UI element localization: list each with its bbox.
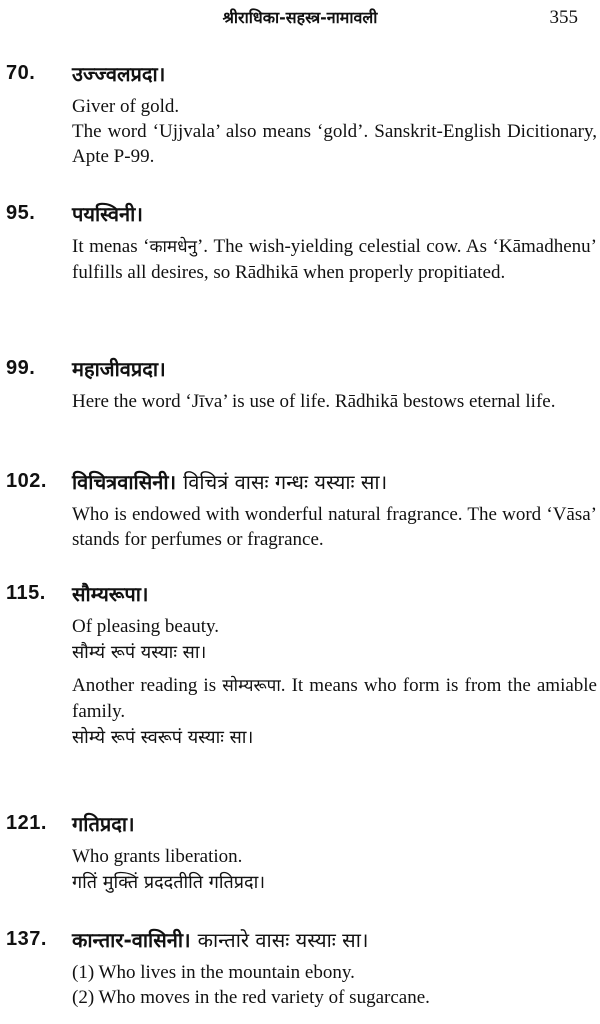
sanskrit-line: गतिं मुक्तिं प्रददतीति गतिप्रदा। [72,872,266,893]
entry-number: 70. [6,62,36,84]
entry-text: Here the word ‘Jīva’ is use of life. Rādhikā bestows eternal life. [72,391,556,412]
page-header [0,6,600,32]
sanskrit-line: सोम्ये रूपं स्वरूपं यस्याः सा। [72,727,254,748]
entry-number: 121. [6,812,47,834]
entry-number: 95. [6,202,36,224]
entry-term: गतिप्रदा। [72,812,135,836]
entry-term: विचित्रवासिनी। विचित्रं वासः गन्धः यस्याः सा। [72,470,388,494]
running-title: श्रीराधिका-सहस्त्र-नामावली [222,8,378,27]
entry-115 [0,580,600,752]
entry-term: सौम्यरूपा। [72,582,149,606]
entry-text: The word ‘Ujjvala’ also means ‘gold’. Sanskrit-English Dicitionary, Apte P-99. [72,121,597,167]
entry-number: 99. [6,357,36,379]
entry-70 [0,60,600,169]
entry-number: 115. [6,582,46,604]
entry-term: उज्ज्वलप्रदा। [72,62,166,86]
entry-text: (1) Who lives in the mountain ebony. [72,962,355,983]
entry-121 [0,810,600,897]
entry-gloss: विचित्रं वासः गन्धः यस्याः सा। [183,470,388,494]
entry-number: 102. [6,470,47,492]
entry-text: Another reading is सोम्यरूपा. It means who form is from the amiable family. [72,675,597,722]
entry-text: (2) Who moves in the red variety of sugarcane. [72,987,430,1008]
entry-95 [0,200,600,285]
page-number: 355 [549,7,578,28]
sanskrit-inline: सोम्यरूपा [222,676,281,696]
entry-text: Giver of gold. [72,96,180,117]
sanskrit-line: सौम्यं रूपं यस्याः सा। [72,642,207,663]
entry-term: पयस्विनी। [72,202,143,226]
entry-text: Who grants liberation. [72,846,243,867]
entry-term: कान्तार-वासिनी। कान्तारे वासः यस्याः सा। [72,928,369,952]
entry-text: It menas ‘कामधेनु’. The wish-yielding celestial cow. As ‘Kāmadhenu’ fulfills all desires, so Rādhikā when properly propitiated. [72,236,597,283]
entry-term: महाजीवप्रदा। [72,357,166,381]
entry-137 [0,926,600,1010]
entry-102 [0,468,600,552]
entry-number: 137. [6,928,47,950]
sanskrit-inline: कामधेनु [149,237,197,257]
entry-99 [0,355,600,414]
entry-text: Who is endowed with wonderful natural fragrance. The word ‘Vāsa’ stands for perfumes or fragrance. [72,504,597,550]
entry-gloss: कान्तारे वासः यस्याः सा। [197,928,369,952]
entry-text: Of pleasing beauty. [72,616,220,637]
